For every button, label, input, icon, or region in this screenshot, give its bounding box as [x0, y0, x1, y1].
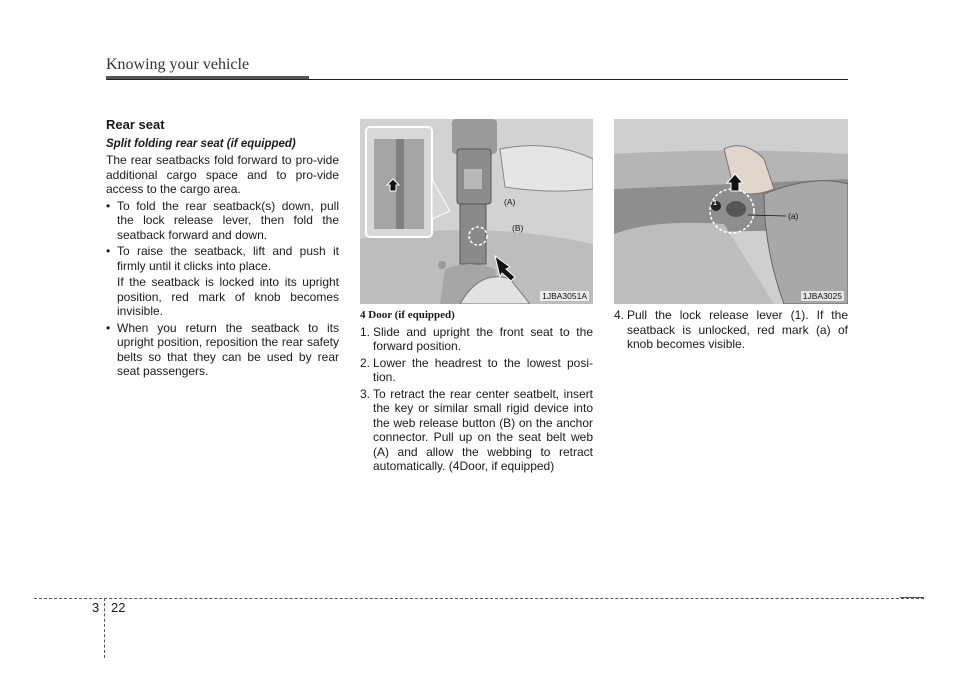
- list-item-text: When you return the seatback to its upright position, reposition the rear safety belts so that they can be used by rear seat passengers.: [117, 320, 339, 378]
- seatbelt-anchor-illustration: [360, 119, 593, 304]
- step-text: Pull the lock release lever (1). If the seatback is unlocked, red mark (a) of knob becomes visible.: [627, 308, 848, 351]
- chapter-number: 3: [92, 600, 100, 615]
- figure-label-a: (a): [788, 211, 799, 221]
- figure-code: 1JBA3051A: [542, 291, 587, 301]
- section-subtitle: Split folding rear seat (if equipped): [106, 137, 296, 150]
- steps-list: [360, 325, 593, 474]
- footer-vertical-divider: [104, 598, 105, 658]
- figure-label-b: (B): [512, 223, 524, 233]
- bullet-icon: •: [106, 244, 111, 258]
- page-number: 22: [111, 600, 126, 615]
- steps-list: [614, 308, 848, 352]
- step-number: 4.: [614, 308, 625, 322]
- intro-paragraph: The rear seatbacks fold forward to pro-vide additional cargo space and to pro-vide access to the cargo area.: [106, 153, 339, 196]
- column-4door: [360, 308, 593, 476]
- list-item: [360, 325, 593, 354]
- figure-code: 1JBA3025: [802, 291, 842, 301]
- header-rule: [106, 79, 848, 80]
- column-lock-release: [614, 308, 848, 354]
- step-number: 1.: [360, 324, 371, 339]
- list-item-note: If the seatback is locked into its upright position, red mark of knob becomes invisible.: [117, 275, 339, 318]
- column-rear-seat: [106, 118, 339, 381]
- list-item: [106, 321, 339, 379]
- figure-seatbelt-anchor: [360, 119, 593, 304]
- step-number: 3.: [360, 386, 371, 401]
- step-text: Slide and upright the front seat to the forward position.: [373, 324, 593, 353]
- figure-label-a: (A): [504, 197, 516, 207]
- list-item-text: To raise the seatback, lift and push it firmly until it clicks into place.: [117, 244, 339, 273]
- step-text: To retract the rear center seatbelt, insert the key or similar small rigid device into the web release button (B) on the anchor connector. Pull up on the seat belt web (A) and allow the webbing to retract automatically. (4Door, if equipped): [373, 386, 593, 473]
- footer-divider-accent: [900, 597, 924, 598]
- figure-lock-release-lever: [614, 119, 848, 304]
- header-title: Knowing your vehicle: [106, 56, 250, 73]
- bullet-icon: •: [106, 198, 111, 213]
- list-item: [360, 356, 593, 385]
- list-item: [360, 387, 593, 474]
- figure-label-1: 1: [713, 200, 717, 207]
- section-title: Rear seat: [106, 117, 165, 132]
- list-item: [106, 199, 339, 243]
- figure-caption: 4 Door (if equipped): [360, 309, 455, 321]
- list-item: [614, 308, 848, 352]
- footer-divider: [34, 598, 924, 599]
- step-text: Lower the headrest to the lowest posi-tion.: [373, 355, 593, 384]
- list-item: [106, 244, 339, 319]
- list-item-text: To fold the rear seatback(s) down, pull the lock release lever, then fold the seatback forward and down.: [117, 198, 339, 242]
- lock-release-illustration: [614, 119, 848, 304]
- bullet-icon: •: [106, 320, 111, 335]
- bullet-list: [106, 199, 339, 379]
- step-number: 2.: [360, 355, 371, 370]
